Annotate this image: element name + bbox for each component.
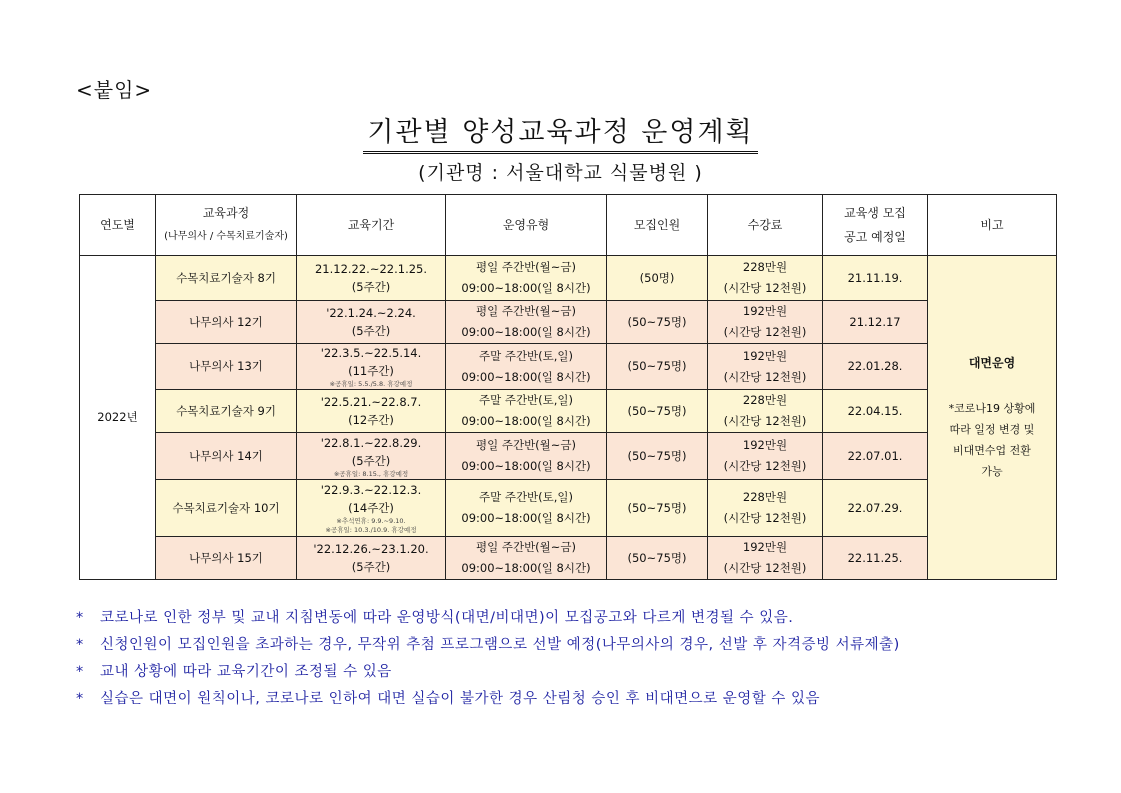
type-line2: 09:00~18:00(일 8시간) <box>461 325 591 339</box>
period-cell <box>297 301 446 344</box>
type-line2: 09:00~18:00(일 8시간) <box>461 511 591 525</box>
fee-rate: (시간당 12천원) <box>723 281 807 295</box>
recruit-cell: (50~75명) <box>607 480 708 537</box>
course-cell: 나무의사 13기 <box>156 344 297 390</box>
type-cell <box>446 537 607 580</box>
period-note: ※공휴일: 8.15., 휴강예정 <box>333 469 409 478</box>
course-cell: 나무의사 15기 <box>156 537 297 580</box>
period-weeks: (14주간) <box>348 501 394 515</box>
header-fee: 수강료 <box>708 195 823 256</box>
remarks-line: 가능 <box>981 465 1003 478</box>
period-dates: '22.9.3.~22.12.3. <box>320 483 422 497</box>
table-row <box>80 480 1057 537</box>
header-notice <box>823 195 928 256</box>
fee-rate: (시간당 12천원) <box>723 459 807 473</box>
course-cell: 수목치료기술자 10기 <box>156 480 297 537</box>
fee-cell <box>708 390 823 433</box>
notice-date-cell: 22.04.15. <box>823 390 928 433</box>
recruit-cell: (50명) <box>607 256 708 301</box>
header-notice-line1: 교육생 모집 <box>844 206 906 220</box>
fee-rate: (시간당 12천원) <box>723 369 807 384</box>
page-title: 기관별 양성교육과정 운영계획 <box>363 110 757 154</box>
fee-cell <box>708 344 823 390</box>
fee-amount: 228만원 <box>742 393 788 407</box>
table-row <box>80 256 1057 301</box>
fee-cell <box>708 301 823 344</box>
period-dates: '22.3.5.~22.5.14. <box>320 346 422 360</box>
bullet-text: 교내 상황에 따라 교육기간이 조정될 수 있음 <box>100 664 392 680</box>
list-item <box>76 659 900 686</box>
period-note: ※추석연휴: 9.9.~9.10. <box>336 517 406 525</box>
period-dates: '22.8.1.~22.8.29. <box>320 435 422 450</box>
period-weeks: (5주간) <box>351 560 391 574</box>
recruit-cell: (50~75명) <box>607 433 708 480</box>
notice-date-cell: 22.01.28. <box>823 344 928 390</box>
type-cell <box>446 344 607 390</box>
period-dates: '22.1.24.~2.24. <box>326 306 416 320</box>
year-cell: 2022년 <box>80 256 156 580</box>
period-weeks: (12주간) <box>348 413 394 427</box>
recruit-cell: (50~75명) <box>607 344 708 390</box>
course-cell: 나무의사 14기 <box>156 433 297 480</box>
remarks-title: 대면운영 <box>968 356 1016 370</box>
notice-date-cell: 21.11.19. <box>823 256 928 301</box>
period-weeks: (5주간) <box>351 453 391 468</box>
period-note: ※공휴일: 5.5./5.8. 휴강예정 <box>329 380 413 388</box>
header-notice-line2: 공고 예정일 <box>844 230 906 244</box>
period-cell <box>297 537 446 580</box>
notice-date-cell: 22.07.29. <box>823 480 928 537</box>
header-year: 연도별 <box>80 195 156 256</box>
type-cell <box>446 301 607 344</box>
fee-amount: 192만원 <box>742 304 788 318</box>
period-weeks: (11주간) <box>348 364 394 378</box>
type-cell <box>446 480 607 537</box>
type-cell <box>446 256 607 301</box>
period-weeks: (5주간) <box>351 280 391 294</box>
period-dates: 21.12.22.~22.1.25. <box>314 262 428 276</box>
list-item <box>76 605 900 632</box>
fee-amount: 228만원 <box>742 490 788 504</box>
table-row <box>80 537 1057 580</box>
asterisk-bullet-icon: * <box>76 664 84 680</box>
notice-date-cell: 21.12.17 <box>823 301 928 344</box>
period-weeks: (5주간) <box>351 324 391 338</box>
type-line1: 평일 주간반(월~금) <box>475 438 577 452</box>
type-line1: 평일 주간반(월~금) <box>475 260 577 274</box>
header-period: 교육기간 <box>297 195 446 256</box>
notice-date-cell: 22.11.25. <box>823 537 928 580</box>
period-cell <box>297 390 446 433</box>
page-title-wrap <box>0 110 1121 154</box>
fee-amount: 192만원 <box>742 348 788 363</box>
bullet-text: 실습은 대면이 원칙이나, 코로나로 인하여 대면 실습이 불가한 경우 산림청 승인 후 비대면으로 운영할 수 있음 <box>100 691 821 707</box>
fee-cell <box>708 256 823 301</box>
list-item <box>76 632 900 659</box>
fee-cell <box>708 433 823 480</box>
remarks-cell <box>928 256 1057 580</box>
period-note-2: ※공휴일: 10.3./10.9. 휴강예정 <box>325 526 417 534</box>
remarks-line: 비대면수업 전환 <box>953 444 1031 457</box>
type-line2: 09:00~18:00(일 8시간) <box>461 369 591 384</box>
header-recruit: 모집인원 <box>607 195 708 256</box>
asterisk-bullet-icon: * <box>76 691 84 707</box>
type-line1: 주말 주간반(토,일) <box>478 490 574 504</box>
fee-rate: (시간당 12천원) <box>723 511 807 525</box>
type-cell <box>446 390 607 433</box>
header-type: 운영유형 <box>446 195 607 256</box>
fee-rate: (시간당 12천원) <box>723 325 807 339</box>
table-row <box>80 433 1057 480</box>
course-plan-table <box>79 194 1057 580</box>
type-cell <box>446 433 607 480</box>
header-course-line1: 교육과정 <box>202 206 250 220</box>
recruit-cell: (50~75명) <box>607 390 708 433</box>
type-line1: 주말 주간반(토,일) <box>478 393 574 407</box>
period-dates: '22.5.21.~22.8.7. <box>320 395 422 409</box>
bullet-text: 코로나로 인한 정부 및 교내 지침변동에 따라 운영방식(대면/비대면)이 모집공고와 다르게 변경될 수 있음. <box>100 610 794 626</box>
period-cell <box>297 344 446 390</box>
header-course-line2: (나무의사 / 수목치료기술자) <box>164 231 288 242</box>
fee-amount: 192만원 <box>742 438 788 452</box>
period-cell <box>297 256 446 301</box>
bullet-text: 신청인원이 모집인원을 초과하는 경우, 무작위 추첨 프로그램으로 선발 예정(나무의사의 경우, 선발 후 자격증빙 서류제출) <box>100 637 900 653</box>
fee-cell <box>708 480 823 537</box>
remarks-line: 따라 일정 변경 및 <box>949 423 1035 436</box>
type-line1: 평일 주간반(월~금) <box>475 304 577 318</box>
course-cell: 수목치료기술자 8기 <box>156 256 297 301</box>
table-row <box>80 390 1057 433</box>
table-header-row <box>80 195 1057 256</box>
table-row <box>80 301 1057 344</box>
remarks-line: *코로나19 상황에 <box>948 402 1036 415</box>
type-line1: 주말 주간반(토,일) <box>478 348 574 363</box>
fee-amount: 192만원 <box>742 540 788 554</box>
recruit-cell: (50~75명) <box>607 301 708 344</box>
notice-bullet-list <box>76 605 900 713</box>
course-cell: 나무의사 12기 <box>156 301 297 344</box>
period-cell <box>297 433 446 480</box>
type-line1: 평일 주간반(월~금) <box>475 540 577 554</box>
asterisk-bullet-icon: * <box>76 637 84 653</box>
period-dates: '22.12.26.~23.1.20. <box>313 542 429 556</box>
type-line2: 09:00~18:00(일 8시간) <box>461 459 591 473</box>
recruit-cell: (50~75명) <box>607 537 708 580</box>
type-line2: 09:00~18:00(일 8시간) <box>461 414 591 428</box>
type-line2: 09:00~18:00(일 8시간) <box>461 561 591 575</box>
fee-amount: 228만원 <box>742 260 788 274</box>
header-course <box>156 195 297 256</box>
table-row <box>80 344 1057 390</box>
period-cell <box>297 480 446 537</box>
type-line2: 09:00~18:00(일 8시간) <box>461 281 591 295</box>
attachment-label: <붙임> <box>76 78 153 102</box>
asterisk-bullet-icon: * <box>76 610 84 626</box>
notice-date-cell: 22.07.01. <box>823 433 928 480</box>
list-item <box>76 686 900 713</box>
header-remarks: 비고 <box>928 195 1057 256</box>
fee-rate: (시간당 12천원) <box>723 561 807 575</box>
fee-rate: (시간당 12천원) <box>723 414 807 428</box>
fee-cell <box>708 537 823 580</box>
page-subtitle: (기관명 : 서울대학교 식물병원 ) <box>418 162 703 184</box>
course-cell: 수목치료기술자 9기 <box>156 390 297 433</box>
